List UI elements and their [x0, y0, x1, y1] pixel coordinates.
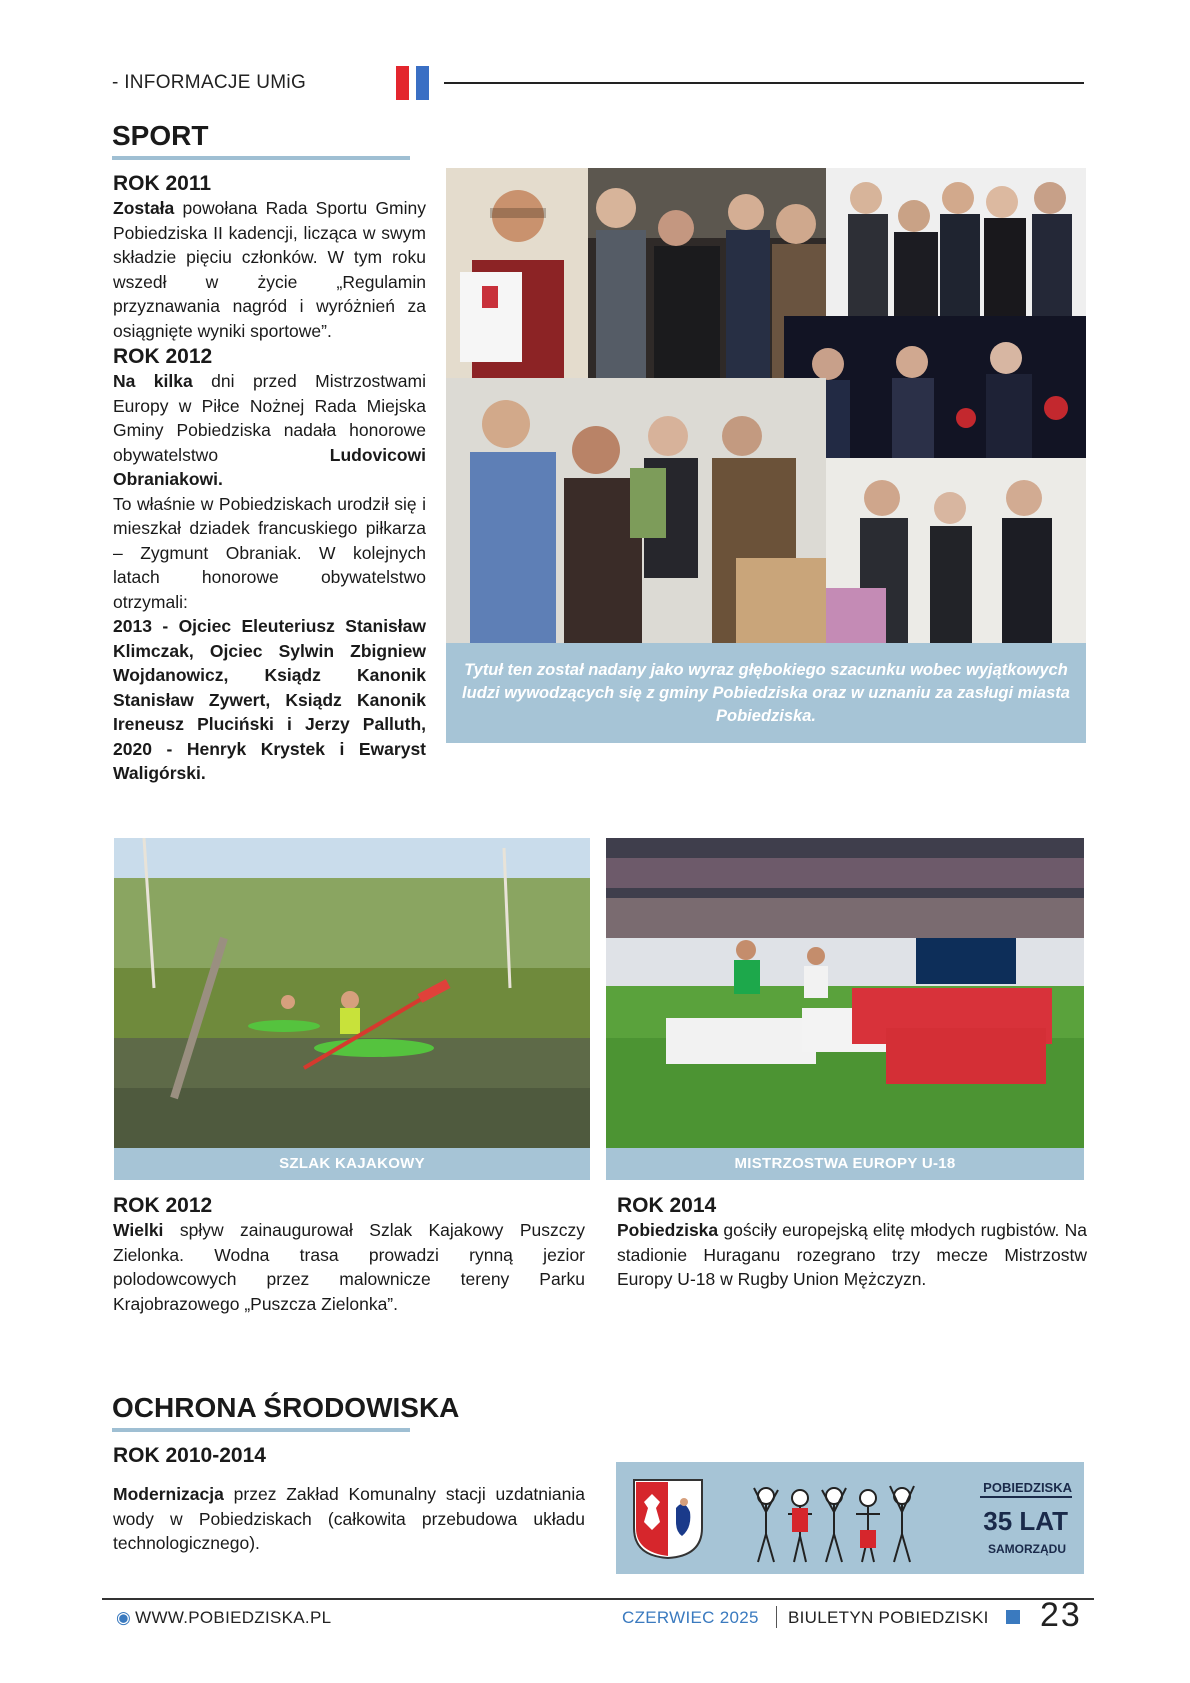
collage-photo — [446, 168, 1086, 643]
year-heading-2014: ROK 2014 — [617, 1194, 717, 1217]
year-heading-2012-kayak: ROK 2012 — [113, 1194, 213, 1217]
paragraph-text: powołana Rada Sportu Gminy Pobiedziska II kadencji, licząca w swym składzie pięciu członków. W tym roku wszedł w życie „Regulamin przyznawania nagród i wyróżnień za osiągnięte wyniki sportowe”. — [113, 198, 426, 341]
section-title-environment: OCHRONA ŚRODOWISKA — [112, 1392, 460, 1423]
honorees-list: 2013 - Ojciec Eleuteriusz Stanisław Klimczak, Ojciec Sylwin Zbigniew Wojdanowicz, Ksiądz Kanonik Stanisław Zywert, Ksiądz Kanonik Ireneusz Pluciński i Jerzy Palluth, 2020 - Henryk Krystek i Ewaryst Waligórski. — [113, 616, 426, 783]
paragraph-2012-cont: To właśnie w Pobiedziskach urodził się i mieszkał dziadek francuskiego piłkarza – Zygmunt Obraniak. W kolejnych latach honorowe obywatelstwo otrzymali: — [113, 493, 426, 612]
rugby-photo — [606, 838, 1084, 1148]
honoree-name: Ludovicowi Obraniakowi. — [113, 444, 426, 489]
footer-square-icon — [1006, 1610, 1020, 1624]
photo-label-rugby: MISTRZOSTWA EUROPY U-18 — [606, 1148, 1084, 1180]
paragraph-rugby — [617, 1218, 1087, 1292]
paragraph-text: spływ zainaugurował Szlak Kajakowy Puszczy Zielonka. Wodna trasa prowadzi rynną jezior polodowcowych przez malownicze tereny Parku Krajobrazowego „Puszcza Zielonka”. — [113, 1220, 585, 1314]
rugby-text-block — [617, 1194, 1087, 1292]
lead-word: Została — [113, 198, 175, 218]
kayak-photo-image — [114, 838, 590, 1148]
anniversary-banner — [616, 1462, 1084, 1574]
people-cheering-illustration — [746, 1474, 936, 1570]
banner-illustration-area — [776, 1462, 1084, 1574]
lead-word: Modernizacja — [113, 1484, 224, 1504]
kayak-text-block — [113, 1194, 585, 1316]
lead-word: Pobiedziska — [617, 1220, 719, 1240]
photo-label-kayak: SZLAK KAJAKOWY — [114, 1148, 590, 1180]
globe-icon: ◉ — [116, 1608, 132, 1627]
header-divider — [444, 82, 1084, 84]
banner-subtitle: SAMORZĄDU — [988, 1542, 1066, 1556]
paragraph-kayak — [113, 1218, 585, 1316]
paragraph-2012 — [113, 369, 426, 492]
section-label: - INFORMACJE UMiG — [112, 72, 307, 93]
year-heading-2012: ROK 2012 — [113, 345, 213, 368]
footer-website-link[interactable] — [116, 1608, 331, 1628]
rugby-photo-image — [606, 838, 1084, 1148]
footer-date: CZERWIEC 2025 — [622, 1608, 759, 1627]
paragraph-text: przez Zakład Komunalny stacji uzdatniania wody w Pobiedziskach (całkowita przebudowa układu technologicznego). — [113, 1484, 585, 1553]
flag-icon — [396, 66, 430, 100]
banner-years: 35 LAT — [983, 1506, 1068, 1536]
page-number: 23 — [1040, 1596, 1082, 1634]
banner-town: POBIEDZISKA — [983, 1480, 1072, 1495]
pobiedziska-coat-of-arms-icon — [632, 1478, 704, 1560]
ceremony-photo-collage — [446, 168, 1086, 643]
section-title-underline — [112, 156, 410, 160]
year-heading-2011: ROK 2011 — [113, 172, 212, 195]
year-heading-2010-2014: ROK 2010-2014 — [113, 1444, 266, 1467]
collage-caption: Tytuł ten został nadany jako wyraz głębokiego szacunku wobec wyjątkowych ludzi wywodzących się z gminy Pobiedziska oraz w uznaniu za zasługi miasta Pobiedziska. — [446, 643, 1086, 743]
paragraph-environment — [113, 1482, 585, 1556]
footer-publication: BIULETYN POBIEDZISKI — [788, 1608, 989, 1627]
paragraph-text: dni przed Mistrzostwami Europy w Piłce Nożnej Rada Miejska Gminy Pobiedziska nadała honorowe obywatelstwo — [113, 371, 426, 465]
section-title-sport: SPORT — [112, 120, 209, 151]
lead-word: Na kilka — [113, 371, 193, 391]
banner-divider — [980, 1496, 1072, 1498]
footer-website-text: WWW.POBIEDZISKA.PL — [135, 1608, 332, 1627]
lead-word: Wielki — [113, 1220, 164, 1240]
kayak-photo — [114, 838, 590, 1148]
footer-separator — [776, 1606, 777, 1628]
paragraph-text: gościły europejską elitę młodych rugbistów. Na stadionie Huraganu rozegrano trzy mecze Mistrzostw Europy U-18 w Rugby Union Mężczyzn. — [617, 1220, 1087, 1289]
sport-left-column — [113, 172, 426, 786]
paragraph-2011 — [113, 196, 426, 343]
section-title-underline — [112, 1428, 410, 1432]
environment-text-block — [113, 1444, 585, 1556]
footer-divider — [102, 1598, 1094, 1600]
